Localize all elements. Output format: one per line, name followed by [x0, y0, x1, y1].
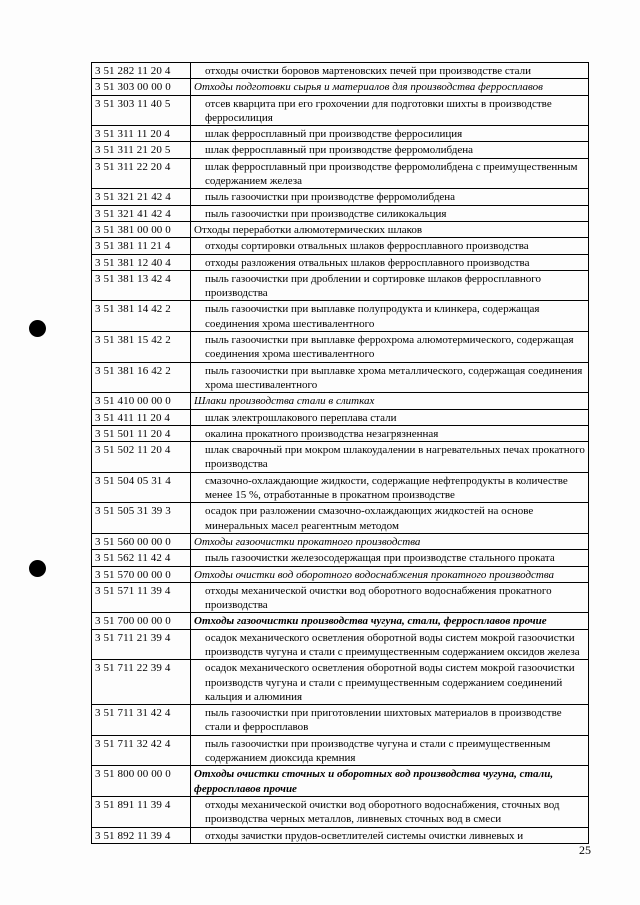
waste-code-cell: 3 51 562 11 42 4	[92, 550, 191, 566]
table-row	[92, 238, 589, 254]
table-row	[92, 660, 589, 705]
waste-description-cell: пыль газоочистки при дроблении и сортировке шлаков ферросплавного производства	[191, 270, 589, 301]
waste-code-cell: 3 51 711 22 39 4	[92, 660, 191, 705]
waste-description-cell: пыль газоочистки при производстве чугуна и стали с преимущественным содержанием диоксида кремния	[191, 735, 589, 766]
table-row	[92, 613, 589, 629]
waste-description-cell: пыль газоочистки при выплавке хрома металлического, содержащая соединения хрома шестивалентного	[191, 362, 589, 393]
waste-description-cell: отходы сортировки отвальных шлаков ферросплавного производства	[191, 238, 589, 254]
waste-code-cell: 3 51 311 11 20 4	[92, 126, 191, 142]
table-row	[92, 270, 589, 301]
waste-code-cell: 3 51 303 11 40 5	[92, 95, 191, 126]
table-row	[92, 142, 589, 158]
waste-description-cell: отходы зачистки прудов-осветлителей системы очистки ливневых и	[191, 827, 589, 843]
waste-description-cell: пыль газоочистки железосодержащая при производстве стального проката	[191, 550, 589, 566]
waste-code-cell: 3 51 502 11 20 4	[92, 442, 191, 473]
waste-description-cell: пыль газоочистки при производстве силикокальция	[191, 205, 589, 221]
waste-description-cell: Отходы переработки алюмотермических шлаков	[191, 221, 589, 237]
waste-code-cell: 3 51 311 21 20 5	[92, 142, 191, 158]
waste-description-cell: пыль газоочистки при выплавке феррохрома алюмотермического, содержащая соединения хрома шестивалентного	[191, 332, 589, 363]
waste-description-cell: пыль газоочистки при приготовлении шихтовых материалов в производстве стали и ферросплавов	[191, 705, 589, 736]
table-row	[92, 189, 589, 205]
table-row	[92, 503, 589, 534]
table-row	[92, 796, 589, 827]
punch-hole-lower	[29, 560, 46, 577]
waste-code-cell: 3 51 410 00 00 0	[92, 393, 191, 409]
table-body	[92, 63, 589, 844]
waste-description-cell: отходы разложения отвальных шлаков ферросплавного производства	[191, 254, 589, 270]
waste-description-cell: Шлаки производства стали в слитках	[191, 393, 589, 409]
waste-code-cell: 3 51 381 00 00 0	[92, 221, 191, 237]
table-row	[92, 582, 589, 613]
waste-description-cell: окалина прокатного производства незагрязненная	[191, 425, 589, 441]
waste-code-cell: 3 51 381 12 40 4	[92, 254, 191, 270]
waste-code-cell: 3 51 570 00 00 0	[92, 566, 191, 582]
waste-code-cell: 3 51 381 16 42 2	[92, 362, 191, 393]
waste-code-cell: 3 51 381 14 42 2	[92, 301, 191, 332]
page-number: 25	[579, 843, 591, 857]
table-row	[92, 550, 589, 566]
waste-description-cell: шлак сварочный при мокром шлакоудалении в нагревательных печах прокатного производства	[191, 442, 589, 473]
table-row	[92, 629, 589, 660]
table-row	[92, 332, 589, 363]
waste-description-cell: шлак ферросплавный при производстве ферромолибдена с преимущественным содержанием железа	[191, 158, 589, 189]
table-row	[92, 301, 589, 332]
table-row	[92, 735, 589, 766]
waste-description-cell: осадок при разложении смазочно-охлаждающих жидкостей на основе минеральных масел реагентным методом	[191, 503, 589, 534]
waste-code-cell: 3 51 411 11 20 4	[92, 409, 191, 425]
waste-description-cell: Отходы газоочистки производства чугуна, стали, ферросплавов прочие	[191, 613, 589, 629]
table-row	[92, 254, 589, 270]
waste-code-cell: 3 51 303 00 00 0	[92, 79, 191, 95]
table-row	[92, 205, 589, 221]
waste-code-cell: 3 51 800 00 00 0	[92, 766, 191, 797]
waste-code-cell: 3 51 381 13 42 4	[92, 270, 191, 301]
waste-code-cell: 3 51 381 11 21 4	[92, 238, 191, 254]
waste-description-cell: осадок механического осветления оборотной воды систем мокрой газоочистки производств чугуна и стали с преимущественным содержанием соединений кальция и алюминия	[191, 660, 589, 705]
waste-description-cell: шлак ферросплавный при производстве ферросилиция	[191, 126, 589, 142]
waste-description-cell: Отходы очистки сточных и оборотных вод производства чугуна, стали, ферросплавов прочие	[191, 766, 589, 797]
waste-code-cell: 3 51 711 31 42 4	[92, 705, 191, 736]
waste-description-cell: смазочно-охлаждающие жидкости, содержащие нефтепродукты в количестве менее 15 %, отработанные в прокатном производстве	[191, 472, 589, 503]
waste-code-cell: 3 51 321 21 42 4	[92, 189, 191, 205]
table-row	[92, 766, 589, 797]
waste-description-cell: отсев кварцита при его грохочении для подготовки шихты в производстве ферросилиция	[191, 95, 589, 126]
waste-code-cell: 3 51 282 11 20 4	[92, 63, 191, 79]
waste-code-cell: 3 51 381 15 42 2	[92, 332, 191, 363]
table-row	[92, 362, 589, 393]
waste-description-cell: шлак ферросплавный при производстве ферромолибдена	[191, 142, 589, 158]
table-row	[92, 472, 589, 503]
waste-description-cell: Отходы очистки вод оборотного водоснабжения прокатного производства	[191, 566, 589, 582]
waste-code-cell: 3 51 560 00 00 0	[92, 533, 191, 549]
waste-description-cell: пыль газоочистки при выплавке полупродукта и клинкера, содержащая соединения хрома шестивалентного	[191, 301, 589, 332]
waste-code-cell: 3 51 321 41 42 4	[92, 205, 191, 221]
waste-code-cell: 3 51 700 00 00 0	[92, 613, 191, 629]
table-row	[92, 442, 589, 473]
table-row	[92, 79, 589, 95]
waste-description-cell: Отходы подготовки сырья и материалов для производства ферросплавов	[191, 79, 589, 95]
waste-description-cell: осадок механического осветления оборотной воды систем мокрой газоочистки производств чугуна и стали с преимущественным содержанием оксидов железа	[191, 629, 589, 660]
waste-code-cell: 3 51 711 21 39 4	[92, 629, 191, 660]
table-row	[92, 566, 589, 582]
table-row	[92, 158, 589, 189]
table-row	[92, 827, 589, 843]
waste-description-cell: отходы механической очистки вод оборотного водоснабжения прокатного производства	[191, 582, 589, 613]
waste-code-cell: 3 51 891 11 39 4	[92, 796, 191, 827]
waste-description-cell: отходы очистки боровов мартеновских печей при производстве стали	[191, 63, 589, 79]
table-row	[92, 393, 589, 409]
waste-description-cell: пыль газоочистки при производстве ферромолибдена	[191, 189, 589, 205]
waste-code-cell: 3 51 501 11 20 4	[92, 425, 191, 441]
waste-classifier-table	[91, 62, 589, 844]
table-row	[92, 126, 589, 142]
table-row	[92, 425, 589, 441]
table-row	[92, 63, 589, 79]
table-row	[92, 533, 589, 549]
table-row	[92, 409, 589, 425]
waste-code-cell: 3 51 311 22 20 4	[92, 158, 191, 189]
waste-description-cell: шлак электрошлакового переплава стали	[191, 409, 589, 425]
waste-description-cell: отходы механической очистки вод оборотного водоснабжения, сточных вод производства черных металлов, ливневых сточных вод в смеси	[191, 796, 589, 827]
table-row	[92, 221, 589, 237]
punch-hole-upper	[29, 320, 46, 337]
waste-code-cell: 3 51 892 11 39 4	[92, 827, 191, 843]
waste-code-cell: 3 51 505 31 39 3	[92, 503, 191, 534]
table-row	[92, 705, 589, 736]
table-row	[92, 95, 589, 126]
waste-code-cell: 3 51 571 11 39 4	[92, 582, 191, 613]
waste-code-cell: 3 51 711 32 42 4	[92, 735, 191, 766]
waste-code-cell: 3 51 504 05 31 4	[92, 472, 191, 503]
waste-description-cell: Отходы газоочистки прокатного производства	[191, 533, 589, 549]
